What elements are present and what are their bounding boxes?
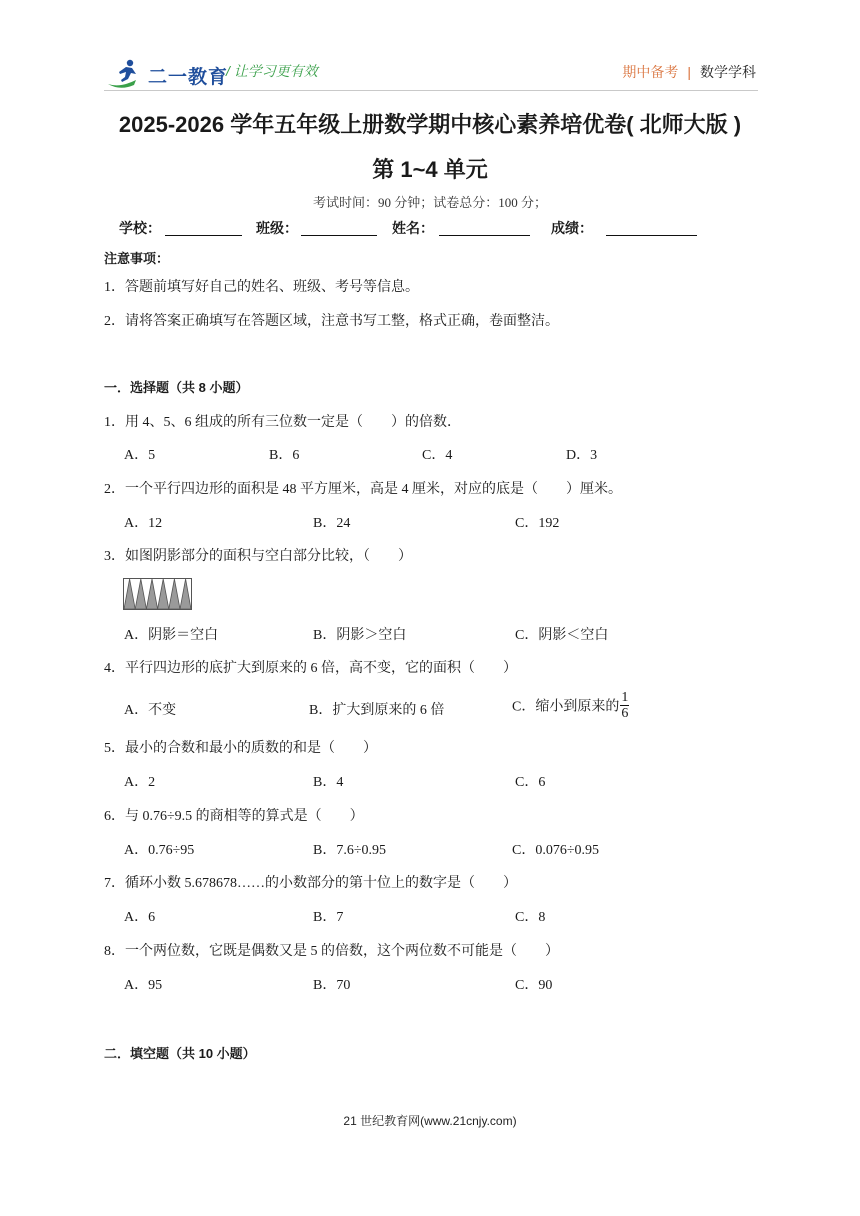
option[interactable]: A．95: [124, 978, 163, 993]
notice-item: 1．答题前填写好自己的姓名、班级、考号等信息。: [104, 280, 419, 295]
option[interactable]: B．6: [269, 448, 300, 463]
option-label: C．缩小到原来的: [512, 699, 620, 715]
question-stem: 3．如图阴影部分的面积与空白部分比较，（ ）: [104, 549, 412, 564]
question-stem: 7．循环小数 5.678678……的小数部分的第十位上的数字是（ ）: [104, 876, 517, 891]
footer-text: 21 世纪教育网(www.21cnjy.com): [343, 1114, 517, 1128]
triangles-figure: [123, 578, 192, 610]
option[interactable]: B．扩大到原来的 6 倍: [309, 703, 445, 718]
question-stem: 4．平行四边形的底扩大到原来的 6 倍，高不变，它的面积（ ）: [104, 661, 517, 676]
option[interactable]: A．不变: [124, 703, 177, 718]
option[interactable]: C．4: [422, 448, 453, 463]
option[interactable]: A．12: [124, 516, 163, 531]
exam-tag: 期中备考: [622, 64, 679, 80]
notice-heading: 注意事项：: [104, 251, 170, 266]
page-subtitle: 第 1~4 单元: [372, 157, 488, 182]
question-stem: 2．一个平行四边形的面积是 48 平方厘米，高是 4 厘米，对应的底是（ ）厘米。: [104, 482, 622, 497]
option-with-fraction[interactable]: [512, 690, 629, 721]
tag-separator: |: [687, 64, 691, 80]
option[interactable]: C．192: [515, 516, 560, 531]
logo-text: 二一教育: [148, 67, 229, 88]
option[interactable]: A．阴影＝空白: [124, 628, 219, 643]
option[interactable]: A．5: [124, 448, 156, 463]
school-label: 学校：: [119, 220, 161, 236]
option[interactable]: A．6: [124, 910, 156, 925]
option[interactable]: C．6: [515, 775, 546, 790]
class-field[interactable]: [301, 235, 377, 236]
question-stem: 6．与 0.76÷9.5 的商相等的算式是（ ）: [104, 809, 364, 824]
header-tags: [622, 62, 756, 82]
fraction-denominator: 6: [621, 706, 629, 721]
score-label: 成绩：: [551, 220, 593, 236]
option[interactable]: B．70: [313, 978, 351, 993]
option[interactable]: B．7.6÷0.95: [313, 843, 387, 858]
header-divider: [104, 90, 758, 91]
option[interactable]: B．7: [313, 910, 344, 925]
section-heading-fill: 二．填空题（共 10 小题）: [104, 1046, 256, 1061]
option[interactable]: C．阴影＜空白: [515, 628, 609, 643]
notice-item: 2．请将答案正确填写在答题区域，注意书写工整，格式正确，卷面整洁。: [104, 314, 559, 329]
name-field[interactable]: [439, 235, 530, 236]
fraction-numerator: 1: [621, 690, 629, 705]
school-field[interactable]: [165, 235, 242, 236]
option[interactable]: D．3: [566, 448, 598, 463]
option[interactable]: B．阴影＞空白: [313, 628, 407, 643]
option[interactable]: A．0.76÷95: [124, 843, 195, 858]
question-stem: 1．用 4、5、6 组成的所有三位数一定是（ ）的倍数．: [104, 415, 461, 430]
question-stem: 8．一个两位数，它既是偶数又是 5 的倍数，这个两位数不可能是（ ）: [104, 944, 559, 959]
name-label: 姓名：: [392, 220, 434, 236]
section-heading-choice: 一．选择题（共 8 小题）: [104, 380, 249, 395]
option[interactable]: C．0.076÷0.95: [512, 843, 600, 858]
fraction: [620, 690, 629, 721]
class-label: 班级：: [256, 220, 298, 236]
subject-tag: 数学学科: [700, 64, 756, 80]
option[interactable]: C．8: [515, 910, 546, 925]
page-title: 2025-2026 学年五年级上册数学期中核心素养培优卷( 北师大版 ): [118, 112, 742, 137]
option[interactable]: A．2: [124, 775, 156, 790]
question-stem: 5．最小的合数和最小的质数的和是（ ）: [104, 741, 377, 756]
option[interactable]: C．90: [515, 978, 553, 993]
exam-info: 考试时间：90 分钟；试卷总分：100 分；: [312, 195, 547, 210]
option[interactable]: B．4: [313, 775, 344, 790]
slogan: / 让学习更有效: [226, 63, 318, 79]
option[interactable]: B．24: [313, 516, 351, 531]
score-field[interactable]: [606, 235, 697, 236]
